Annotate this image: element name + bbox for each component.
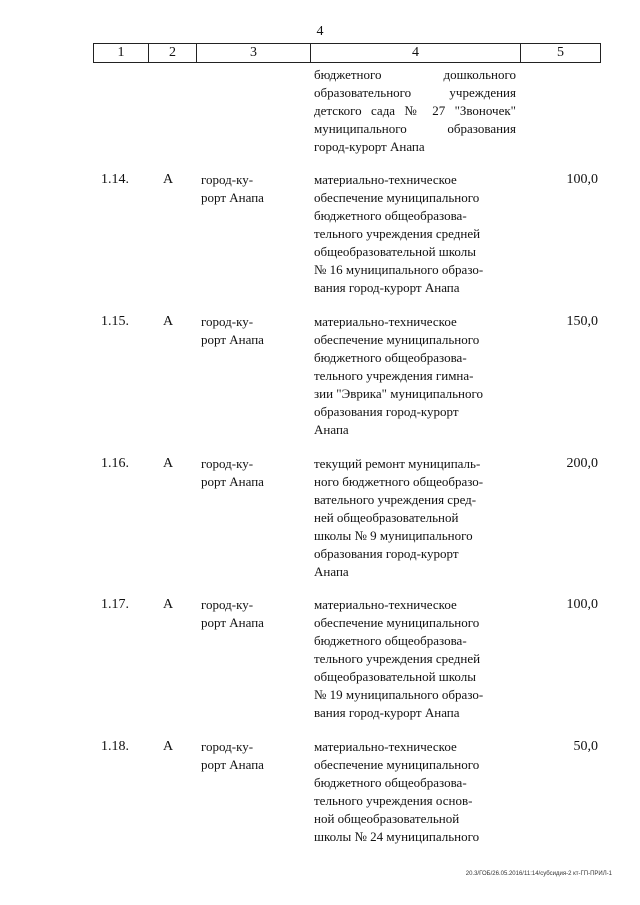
row-amount: 50,0 xyxy=(573,739,598,754)
row-category: А xyxy=(163,172,174,187)
row-location: город-ку- рорт Анапа xyxy=(201,456,264,489)
row-category: А xyxy=(163,739,174,754)
footer-document-code: 20.3/ГОБ/26.05.2016/11:14/субсидия-2 кт-ГП-ПРИЛ-1 xyxy=(465,871,612,877)
row-amount: 100,0 xyxy=(566,597,598,612)
row-category: А xyxy=(163,314,174,329)
carryover-description: бюджетного дошкольного образовательного учреждения детского сада № 27 "Звоночек" муниципального образования город-курорт Анапа xyxy=(314,67,516,154)
column-header-1: 1 xyxy=(94,44,149,63)
column-header-5: 5 xyxy=(521,44,601,63)
row-location: город-ку- рорт Анапа xyxy=(201,172,264,205)
row-number: 1.18. xyxy=(101,739,129,754)
row-location: город-ку- рорт Анапа xyxy=(201,314,264,347)
row-amount: 100,0 xyxy=(566,172,598,187)
row-category: А xyxy=(163,456,174,471)
row-location: город-ку- рорт Анапа xyxy=(201,739,264,772)
row-number: 1.16. xyxy=(101,456,129,471)
row-number: 1.15. xyxy=(101,314,129,329)
row-number: 1.17. xyxy=(101,597,129,612)
row-location: город-ку- рорт Анапа xyxy=(201,597,264,630)
row-description: материально-техническое обеспечение муниципального бюджетного общеобразова- тельного учреждения гимна- зии "Эврика" муниципального образования город-курорт Анапа xyxy=(314,314,484,437)
page-number: 4 xyxy=(316,24,324,39)
row-description: материально-техническое обеспечение муниципального бюджетного общеобразова- тельного учреждения средней общеобразовательной школы № 19 муниципального образо- вания город-курорт Анапа xyxy=(314,597,484,720)
row-number: 1.14. xyxy=(101,172,129,187)
row-category: А xyxy=(163,597,174,612)
row-description: материально-техническое обеспечение муниципального бюджетного общеобразова- тельного учреждения средней общеобразовательной школы № 16 муниципального образо- вания город-курорт Анапа xyxy=(314,172,484,295)
row-description: текущий ремонт муниципаль- ного бюджетного общеобразо- вательного учреждения сред- ней общеобразовательной школы № 9 муниципального образования город-курорт Анапа xyxy=(314,456,484,579)
column-header-table xyxy=(93,43,601,63)
column-header-2: 2 xyxy=(149,44,197,63)
column-header-3: 3 xyxy=(197,44,311,63)
column-header-4: 4 xyxy=(311,44,521,63)
row-amount: 150,0 xyxy=(566,314,598,329)
row-description: материально-техническое обеспечение муниципального бюджетного общеобразова- тельного учреждения основ- ной общеобразовательной школы № 24 муниципального xyxy=(314,739,480,844)
row-amount: 200,0 xyxy=(566,456,598,471)
